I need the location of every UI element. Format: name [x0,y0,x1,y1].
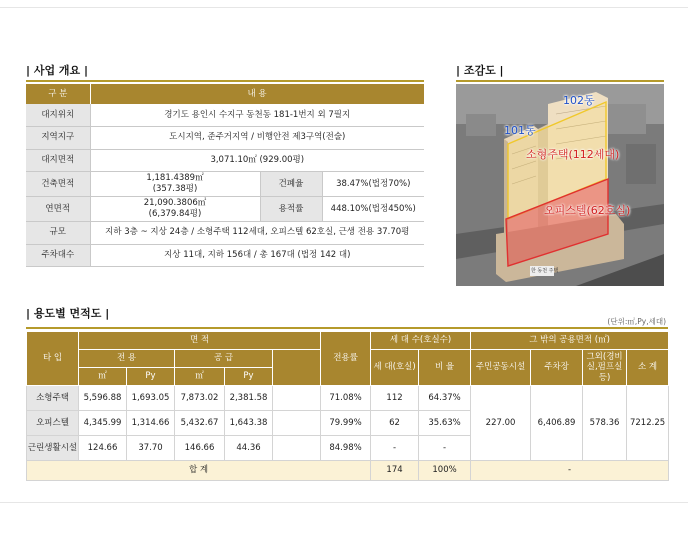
coverage-label: 건폐율 [260,172,322,197]
cell-ex-py: 1,693.05 [127,386,175,411]
cell-community: 227.00 [471,386,531,461]
location-value: 경기도 용인시 수지구 동천동 181-1번지 외 7필지 [90,104,424,127]
floor-area-py: (6,379.84평) [148,209,202,219]
site-sign: 한 동천 주택 [531,268,559,274]
total-label: 합 계 [27,461,371,481]
row-type: 오피스텔 [27,411,79,436]
cell-su-m2: 5,432.67 [175,411,225,436]
parking-value: 지상 11대, 지하 156대 / 총 167대 (법정 142 대) [90,244,424,267]
scale-value: 지하 3층 ~ 지상 24층 / 소형주택 112세대, 오피스텔 62호실, 근생 전용 37.70평 [90,222,424,245]
total-count: 174 [371,461,419,481]
col-households: 세 대 수(호실수) [371,332,471,350]
overview-header-content: 내 용 [90,84,424,104]
cell-ex-m2: 5,596.88 [79,386,127,411]
overview-title: | 사업 개요 | [26,64,89,77]
floor-area-m2: 21,090.3806㎡ [143,198,207,209]
site-area-label: 대지면적 [26,149,90,172]
col-ex-m2: ㎡ [79,368,127,386]
cell-blank [273,436,321,461]
col-other: 그외(경비실,펌프실 등) [583,350,627,386]
housing-zone-label: 소형주택(112세대) [526,148,620,161]
building-area-label: 건축면적 [26,172,90,197]
cell-share: - [419,436,471,461]
location-label: 대지위치 [26,104,90,127]
col-exclusive: 전 용 [79,350,175,368]
cell-su-py: 44.36 [225,436,273,461]
parking-label: 주차대수 [26,244,90,267]
col-parking: 주차장 [531,350,583,386]
tower-101-label: 101동 [504,124,536,137]
scale-label: 규모 [26,222,90,245]
col-blank [273,350,321,386]
cell-ex-py: 1,314.66 [127,411,175,436]
far-label: 용적률 [260,197,322,222]
building-area-m2: 1,181.4389㎡ [146,173,204,184]
cell-other: 578.36 [583,386,627,461]
col-share: 비 율 [419,350,471,386]
col-common: 그 밖의 공용면적 (㎡) [471,332,669,350]
cell-share: 64.37% [419,386,471,411]
cell-count: - [371,436,419,461]
cell-ratio: 79.99% [321,411,371,436]
cell-su-py: 1,643.38 [225,411,273,436]
cell-blank [273,411,321,436]
col-ex-py: Py [127,368,175,386]
floor-area-label: 연면적 [26,197,90,222]
overview-table [26,84,425,267]
cell-ratio: 71.08% [321,386,371,411]
col-su-m2: ㎡ [175,368,225,386]
area-unit: (단위:㎡,Py,세대) [607,317,666,326]
cell-ex-m2: 4,345.99 [79,411,127,436]
zone-value: 도시지역, 준주거지역 / 비행안전 제3구역(전술) [90,127,424,150]
table-row [27,386,669,411]
cell-blank [273,386,321,411]
cell-parking: 6,406.89 [531,386,583,461]
col-community: 주민공동시설 [471,350,531,386]
rendering-divider [456,80,664,82]
cell-subtotal: 7212.25 [627,386,669,461]
total-common: - [471,461,669,481]
top-frame [0,0,688,8]
overview-divider [26,80,424,82]
row-type: 근린생활시설 [27,436,79,461]
tower-102-label: 102동 [563,94,595,107]
col-type: 타 입 [27,332,79,386]
col-supply: 공 급 [175,350,273,368]
officetel-zone-label: 오피스텔(62호실) [544,204,631,217]
cell-count: 112 [371,386,419,411]
coverage-value: 38.47%(법정70%) [322,172,424,197]
overview-header-category: 구 분 [26,84,90,104]
total-share: 100% [419,461,471,481]
cell-ex-m2: 124.66 [79,436,127,461]
cell-count: 62 [371,411,419,436]
bottom-frame [0,502,688,542]
col-su-py: Py [225,368,273,386]
rendering-title: | 조감도 | [456,64,504,77]
area-table [26,331,669,481]
col-area: 면 적 [79,332,321,350]
far-value: 448.10%(법정450%) [322,197,424,222]
zone-label: 지역지구 [26,127,90,150]
area-divider [26,327,668,329]
col-count: 세 대(호실) [371,350,419,386]
cell-share: 35.63% [419,411,471,436]
col-subtotal: 소 계 [627,350,669,386]
building-area-py: (357.38평) [152,184,198,194]
floor-area-value [90,197,260,222]
area-title: | 용도별 면적도 | [26,307,110,320]
col-ratio: 전용률 [321,332,371,386]
aerial-rendering-image [456,84,664,286]
cell-su-py: 2,381.58 [225,386,273,411]
cell-ratio: 84.98% [321,436,371,461]
cell-ex-py: 37.70 [127,436,175,461]
row-type: 소형주택 [27,386,79,411]
building-area-value [90,172,260,197]
total-row [27,461,669,481]
rendering-illustration [456,84,664,286]
site-area-value: 3,071.10㎡ (929.00평) [90,149,424,172]
cell-su-m2: 7,873.02 [175,386,225,411]
cell-su-m2: 146.66 [175,436,225,461]
